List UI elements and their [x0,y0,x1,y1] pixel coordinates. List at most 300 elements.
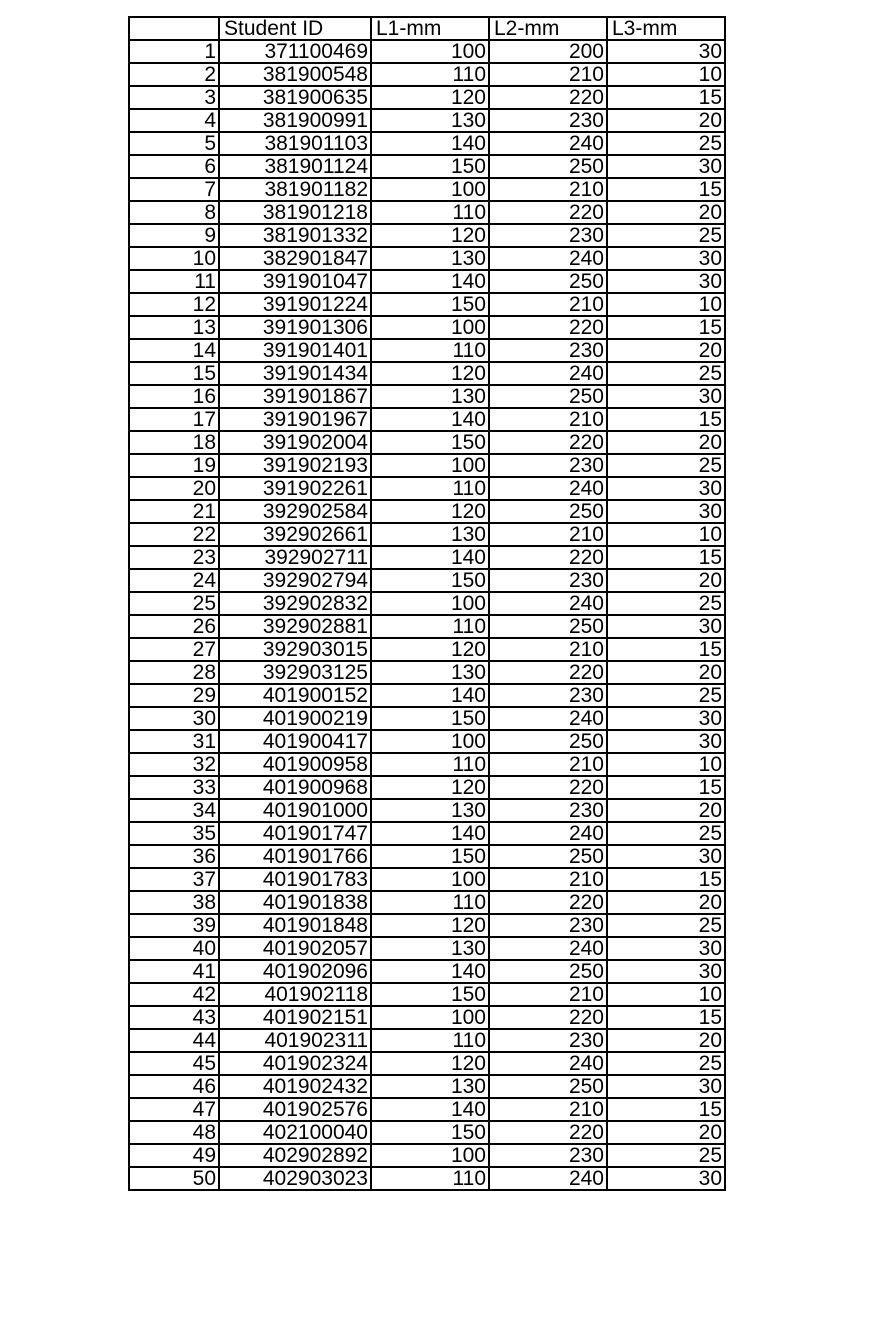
l3-mm-cell: 30 [607,385,725,408]
l3-mm-cell: 30 [607,845,725,868]
table-row [129,293,725,316]
table-row [129,707,725,730]
row-number-cell: 29 [129,684,219,707]
l1-mm-cell: 130 [371,799,489,822]
student-id-cell: 402903023 [219,1167,371,1190]
l3-mm-cell: 30 [607,155,725,178]
l3-mm-cell: 20 [607,891,725,914]
l2-mm-cell: 230 [489,224,607,247]
l2-mm-cell: 230 [489,799,607,822]
l1-mm-cell: 100 [371,1144,489,1167]
row-number-cell: 25 [129,592,219,615]
l3-mm-cell: 30 [607,477,725,500]
student-measurements-table [128,16,726,1191]
row-number-cell: 24 [129,569,219,592]
l3-mm-cell: 30 [607,960,725,983]
table-row [129,592,725,615]
l2-mm-cell: 230 [489,109,607,132]
student-id-cell: 392902584 [219,500,371,523]
l3-mm-cell: 10 [607,983,725,1006]
l1-mm-cell: 100 [371,40,489,63]
row-number-cell: 50 [129,1167,219,1190]
table-row [129,477,725,500]
table-body [129,40,725,1190]
student-id-cell: 401902576 [219,1098,371,1121]
l1-mm-cell: 140 [371,408,489,431]
l1-mm-cell: 120 [371,638,489,661]
row-number-cell: 16 [129,385,219,408]
header-row [129,17,725,40]
l1-mm-cell: 120 [371,224,489,247]
l2-mm-cell: 240 [489,132,607,155]
student-id-cell: 382901847 [219,247,371,270]
l1-mm-cell: 120 [371,362,489,385]
student-id-cell: 401901000 [219,799,371,822]
l2-mm-cell: 220 [489,431,607,454]
row-number-cell: 36 [129,845,219,868]
l1-mm-cell: 150 [371,293,489,316]
l2-mm-cell: 210 [489,868,607,891]
row-number-cell: 19 [129,454,219,477]
table-row [129,385,725,408]
table-row [129,201,725,224]
table-row [129,937,725,960]
row-number-cell: 8 [129,201,219,224]
l3-mm-cell: 20 [607,799,725,822]
l1-mm-cell: 120 [371,1052,489,1075]
l2-mm-cell: 240 [489,937,607,960]
table-row [129,753,725,776]
row-number-cell: 12 [129,293,219,316]
row-number-cell: 33 [129,776,219,799]
table-row [129,316,725,339]
l3-mm-cell: 20 [607,339,725,362]
table-row [129,339,725,362]
l3-mm-cell: 15 [607,638,725,661]
student-id-cell: 391901306 [219,316,371,339]
student-id-cell: 401901838 [219,891,371,914]
student-id-cell: 401902432 [219,1075,371,1098]
table-row [129,730,725,753]
l3-mm-cell: 15 [607,868,725,891]
l1-mm-cell: 100 [371,592,489,615]
table-row [129,63,725,86]
table-row [129,523,725,546]
table-row [129,914,725,937]
student-id-cell: 392902832 [219,592,371,615]
l1-mm-cell: 140 [371,132,489,155]
l2-mm-cell: 250 [489,500,607,523]
table-row [129,132,725,155]
l2-mm-cell: 210 [489,63,607,86]
l1-mm-cell: 100 [371,178,489,201]
row-number-cell: 14 [129,339,219,362]
student-id-cell: 381900635 [219,86,371,109]
row-number-cell: 42 [129,983,219,1006]
l1-mm-cell: 130 [371,109,489,132]
table-row [129,270,725,293]
l1-mm-cell: 150 [371,431,489,454]
student-id-cell: 392902881 [219,615,371,638]
row-number-cell: 4 [129,109,219,132]
row-number-cell: 34 [129,799,219,822]
student-id-cell: 391901967 [219,408,371,431]
row-number-cell: 23 [129,546,219,569]
l2-mm-cell: 240 [489,822,607,845]
l1-mm-cell: 110 [371,753,489,776]
l3-mm-cell: 15 [607,546,725,569]
l2-mm-cell: 230 [489,454,607,477]
l2-mm-cell: 220 [489,1121,607,1144]
l3-mm-cell: 25 [607,362,725,385]
row-number-cell: 39 [129,914,219,937]
l3-mm-cell: 25 [607,132,725,155]
l1-mm-cell: 130 [371,1075,489,1098]
row-number-cell: 22 [129,523,219,546]
l1-mm-cell: 140 [371,684,489,707]
l1-mm-cell: 150 [371,707,489,730]
l1-mm-cell: 130 [371,661,489,684]
student-id-cell: 391901867 [219,385,371,408]
table-row [129,546,725,569]
l1-mm-cell: 150 [371,155,489,178]
l3-mm-cell: 30 [607,1075,725,1098]
header-index [129,17,219,40]
l2-mm-cell: 210 [489,408,607,431]
student-id-cell: 391901047 [219,270,371,293]
l2-mm-cell: 230 [489,339,607,362]
l3-mm-cell: 10 [607,63,725,86]
l2-mm-cell: 250 [489,845,607,868]
l3-mm-cell: 30 [607,500,725,523]
student-id-cell: 381901218 [219,201,371,224]
l2-mm-cell: 230 [489,684,607,707]
l3-mm-cell: 20 [607,661,725,684]
student-id-cell: 392903015 [219,638,371,661]
l1-mm-cell: 110 [371,891,489,914]
student-id-cell: 401901783 [219,868,371,891]
l3-mm-cell: 25 [607,914,725,937]
l3-mm-cell: 15 [607,776,725,799]
student-id-cell: 401900417 [219,730,371,753]
l1-mm-cell: 140 [371,270,489,293]
student-id-cell: 402902892 [219,1144,371,1167]
l1-mm-cell: 110 [371,477,489,500]
row-number-cell: 41 [129,960,219,983]
l2-mm-cell: 220 [489,1006,607,1029]
row-number-cell: 26 [129,615,219,638]
l3-mm-cell: 25 [607,822,725,845]
l1-mm-cell: 150 [371,569,489,592]
l3-mm-cell: 25 [607,684,725,707]
l1-mm-cell: 120 [371,776,489,799]
l1-mm-cell: 140 [371,822,489,845]
student-id-cell: 381900548 [219,63,371,86]
l2-mm-cell: 240 [489,362,607,385]
table-row [129,891,725,914]
table-row [129,1098,725,1121]
l1-mm-cell: 150 [371,845,489,868]
l1-mm-cell: 140 [371,1098,489,1121]
row-number-cell: 46 [129,1075,219,1098]
student-id-cell: 402100040 [219,1121,371,1144]
l3-mm-cell: 25 [607,224,725,247]
student-id-cell: 381901332 [219,224,371,247]
student-id-cell: 392902661 [219,523,371,546]
l2-mm-cell: 230 [489,1029,607,1052]
l2-mm-cell: 240 [489,592,607,615]
table-row [129,638,725,661]
l3-mm-cell: 15 [607,1098,725,1121]
l3-mm-cell: 30 [607,270,725,293]
table-row [129,1052,725,1075]
table-row [129,615,725,638]
row-number-cell: 31 [129,730,219,753]
table-row [129,178,725,201]
l2-mm-cell: 250 [489,1075,607,1098]
row-number-cell: 38 [129,891,219,914]
l1-mm-cell: 110 [371,1167,489,1190]
l3-mm-cell: 15 [607,178,725,201]
row-number-cell: 20 [129,477,219,500]
table-row [129,799,725,822]
table-row [129,822,725,845]
table-row [129,86,725,109]
l1-mm-cell: 120 [371,914,489,937]
row-number-cell: 13 [129,316,219,339]
l3-mm-cell: 30 [607,707,725,730]
row-number-cell: 30 [129,707,219,730]
l1-mm-cell: 110 [371,1029,489,1052]
l2-mm-cell: 210 [489,638,607,661]
l3-mm-cell: 25 [607,454,725,477]
l2-mm-cell: 230 [489,914,607,937]
student-id-cell: 401902324 [219,1052,371,1075]
student-id-cell: 391901224 [219,293,371,316]
l1-mm-cell: 100 [371,454,489,477]
l3-mm-cell: 30 [607,937,725,960]
row-number-cell: 48 [129,1121,219,1144]
row-number-cell: 32 [129,753,219,776]
table-row [129,408,725,431]
row-number-cell: 45 [129,1052,219,1075]
student-id-cell: 392903125 [219,661,371,684]
row-number-cell: 5 [129,132,219,155]
table-row [129,960,725,983]
l2-mm-cell: 240 [489,477,607,500]
l2-mm-cell: 250 [489,960,607,983]
l2-mm-cell: 220 [489,86,607,109]
student-id-cell: 401900968 [219,776,371,799]
l2-mm-cell: 240 [489,707,607,730]
row-number-cell: 9 [129,224,219,247]
table-row [129,155,725,178]
l2-mm-cell: 210 [489,178,607,201]
l3-mm-cell: 25 [607,1052,725,1075]
table-row [129,868,725,891]
l2-mm-cell: 210 [489,523,607,546]
student-id-cell: 392902794 [219,569,371,592]
row-number-cell: 15 [129,362,219,385]
l3-mm-cell: 15 [607,1006,725,1029]
row-number-cell: 17 [129,408,219,431]
l3-mm-cell: 25 [607,1144,725,1167]
l3-mm-cell: 30 [607,247,725,270]
l1-mm-cell: 120 [371,86,489,109]
l1-mm-cell: 130 [371,523,489,546]
l2-mm-cell: 220 [489,661,607,684]
row-number-cell: 1 [129,40,219,63]
table-row [129,431,725,454]
table-row [129,1144,725,1167]
student-id-cell: 381901124 [219,155,371,178]
l2-mm-cell: 220 [489,776,607,799]
student-id-cell: 401900958 [219,753,371,776]
l2-mm-cell: 230 [489,569,607,592]
l3-mm-cell: 20 [607,201,725,224]
student-id-cell: 401902057 [219,937,371,960]
l3-mm-cell: 15 [607,316,725,339]
l3-mm-cell: 20 [607,1121,725,1144]
l3-mm-cell: 30 [607,730,725,753]
table-row [129,983,725,1006]
l2-mm-cell: 250 [489,730,607,753]
l3-mm-cell: 10 [607,753,725,776]
table-row [129,40,725,63]
student-id-cell: 391901401 [219,339,371,362]
student-id-cell: 391902004 [219,431,371,454]
l1-mm-cell: 100 [371,730,489,753]
l3-mm-cell: 30 [607,1167,725,1190]
l2-mm-cell: 240 [489,1167,607,1190]
row-number-cell: 18 [129,431,219,454]
row-number-cell: 49 [129,1144,219,1167]
row-number-cell: 21 [129,500,219,523]
student-id-cell: 401901747 [219,822,371,845]
row-number-cell: 10 [129,247,219,270]
row-number-cell: 47 [129,1098,219,1121]
l3-mm-cell: 30 [607,40,725,63]
l2-mm-cell: 210 [489,753,607,776]
table-row [129,1167,725,1190]
header-student-id: Student ID [219,17,371,40]
row-number-cell: 6 [129,155,219,178]
row-number-cell: 40 [129,937,219,960]
table-row [129,1121,725,1144]
header-l1-mm: L1-mm [371,17,489,40]
l1-mm-cell: 140 [371,960,489,983]
student-id-cell: 381901182 [219,178,371,201]
l3-mm-cell: 15 [607,408,725,431]
student-id-cell: 391902261 [219,477,371,500]
table-row [129,247,725,270]
l2-mm-cell: 220 [489,546,607,569]
l2-mm-cell: 240 [489,247,607,270]
table-row [129,776,725,799]
row-number-cell: 27 [129,638,219,661]
row-number-cell: 37 [129,868,219,891]
l3-mm-cell: 10 [607,523,725,546]
l3-mm-cell: 10 [607,293,725,316]
l1-mm-cell: 100 [371,868,489,891]
l1-mm-cell: 150 [371,983,489,1006]
l1-mm-cell: 120 [371,500,489,523]
table-row [129,224,725,247]
l3-mm-cell: 15 [607,86,725,109]
l2-mm-cell: 250 [489,385,607,408]
l1-mm-cell: 110 [371,615,489,638]
l2-mm-cell: 220 [489,316,607,339]
l2-mm-cell: 200 [489,40,607,63]
student-id-cell: 401900219 [219,707,371,730]
table-row [129,362,725,385]
student-id-cell: 401902096 [219,960,371,983]
header-l3-mm: L3-mm [607,17,725,40]
l1-mm-cell: 110 [371,201,489,224]
l3-mm-cell: 25 [607,592,725,615]
student-id-cell: 381901103 [219,132,371,155]
l2-mm-cell: 220 [489,891,607,914]
l2-mm-cell: 250 [489,155,607,178]
student-id-cell: 401902151 [219,1006,371,1029]
l2-mm-cell: 250 [489,270,607,293]
student-id-cell: 401901848 [219,914,371,937]
student-id-cell: 371100469 [219,40,371,63]
table-row [129,569,725,592]
l3-mm-cell: 20 [607,569,725,592]
row-number-cell: 3 [129,86,219,109]
l2-mm-cell: 250 [489,615,607,638]
student-id-cell: 401902311 [219,1029,371,1052]
l3-mm-cell: 20 [607,109,725,132]
l1-mm-cell: 130 [371,937,489,960]
l2-mm-cell: 240 [489,1052,607,1075]
l1-mm-cell: 110 [371,63,489,86]
student-id-cell: 391901434 [219,362,371,385]
row-number-cell: 43 [129,1006,219,1029]
table-row [129,109,725,132]
header-l2-mm: L2-mm [489,17,607,40]
student-id-cell: 401901766 [219,845,371,868]
l2-mm-cell: 210 [489,1098,607,1121]
table-row [129,684,725,707]
l2-mm-cell: 230 [489,1144,607,1167]
l3-mm-cell: 30 [607,615,725,638]
row-number-cell: 44 [129,1029,219,1052]
row-number-cell: 11 [129,270,219,293]
l1-mm-cell: 130 [371,247,489,270]
l1-mm-cell: 150 [371,1121,489,1144]
l1-mm-cell: 140 [371,546,489,569]
table-row [129,500,725,523]
student-id-cell: 381900991 [219,109,371,132]
student-id-cell: 401902118 [219,983,371,1006]
table-row [129,1006,725,1029]
table-row [129,1029,725,1052]
row-number-cell: 7 [129,178,219,201]
l1-mm-cell: 130 [371,385,489,408]
table-row [129,1075,725,1098]
student-id-cell: 392902711 [219,546,371,569]
row-number-cell: 35 [129,822,219,845]
l2-mm-cell: 210 [489,983,607,1006]
l1-mm-cell: 100 [371,316,489,339]
l1-mm-cell: 110 [371,339,489,362]
l1-mm-cell: 100 [371,1006,489,1029]
student-id-cell: 401900152 [219,684,371,707]
l2-mm-cell: 210 [489,293,607,316]
l3-mm-cell: 20 [607,1029,725,1052]
